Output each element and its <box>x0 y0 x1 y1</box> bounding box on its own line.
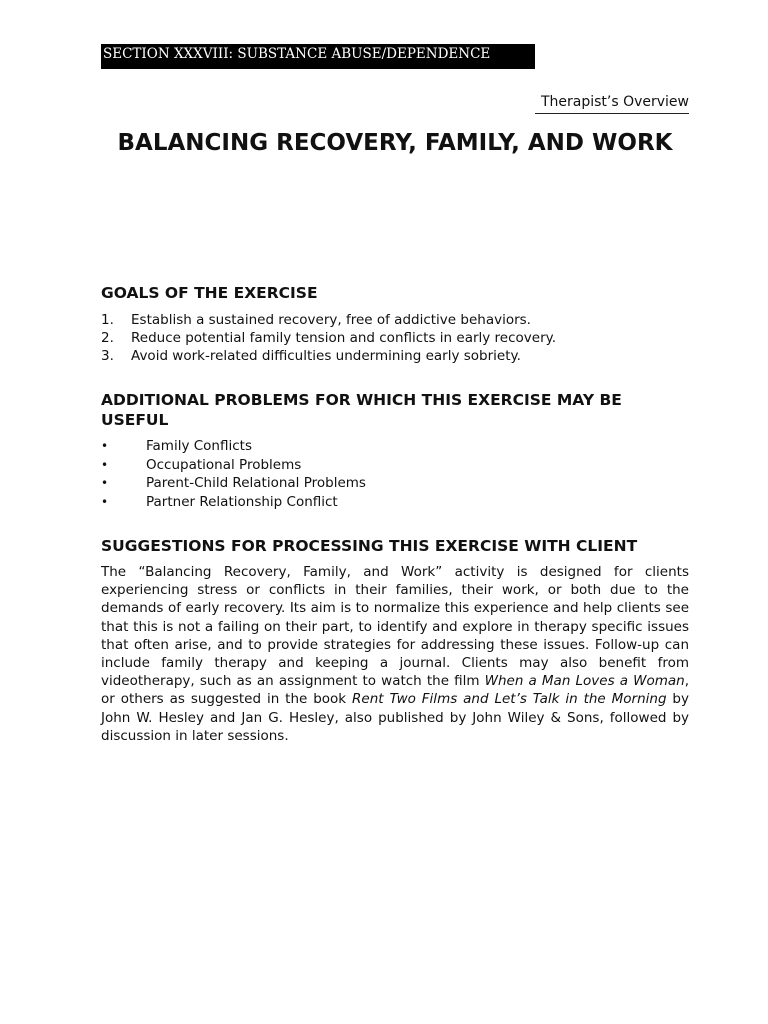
item-text: Family Conflicts <box>146 438 252 454</box>
book-title: Rent Two Films and Let’s Talk in the Morning <box>352 691 667 708</box>
paragraph-text: by John W. Hesley and Jan G. Hesley, also published by John Wiley & Sons, followed by discussion in later sessions. <box>101 691 689 744</box>
list-item <box>101 493 689 512</box>
bullet-icon: • <box>101 457 109 472</box>
bullet-icon: • <box>101 494 109 509</box>
list-item <box>101 329 689 347</box>
list-item <box>101 456 689 475</box>
paragraph-text: The “Balancing Recovery, Family, and Work” activity is designed for clients experiencing stress or conflicts in their families, their work, or both due to the demands of early recovery. Its aim is to normalize this experience and help clients see that this is not a failing on their part, to identify and explore in therapy specific issues that often arise, and to provide strategies for addressing these issues. Follow-up can include family therapy and keeping a journal. Clients may also benefit from videotherapy, such as an assignment to watch the film <box>101 564 689 690</box>
section-header-bar: SECTION XXXVIII: SUBSTANCE ABUSE/DEPENDENCE <box>101 44 535 69</box>
list-item <box>101 311 689 329</box>
item-text: Avoid work-related difficulties undermining early sobriety. <box>131 348 521 364</box>
list-item <box>101 474 689 493</box>
list-item <box>101 347 689 365</box>
page-title: BALANCING RECOVERY, FAMILY, AND WORK <box>117 130 673 156</box>
therapist-overview-label: Therapist’s Overview <box>535 94 689 114</box>
bullet-icon: • <box>101 439 109 453</box>
suggestions-paragraph <box>101 563 689 745</box>
item-number: 2. <box>101 330 114 346</box>
item-text: Occupational Problems <box>146 456 302 473</box>
additional-problems-heading: ADDITIONAL PROBLEMS FOR WHICH THIS EXERCISE MAY BE USEFUL <box>101 391 622 429</box>
item-text: Parent-Child Relational Problems <box>146 475 366 491</box>
bullet-icon: • <box>101 476 109 490</box>
item-text: Partner Relationship Conflict <box>146 493 338 510</box>
item-text: Reduce potential family tension and conflicts in early recovery. <box>131 330 556 346</box>
goals-heading: GOALS OF THE EXERCISE <box>101 284 318 302</box>
goals-list <box>101 311 689 365</box>
list-item <box>101 437 689 456</box>
additional-problems-list <box>101 437 689 511</box>
film-title: When a Man Loves a Woman <box>484 673 685 690</box>
item-text: Establish a sustained recovery, free of addictive behaviors. <box>131 312 531 328</box>
item-number: 3. <box>101 348 114 364</box>
suggestions-heading: SUGGESTIONS FOR PROCESSING THIS EXERCISE WITH CLIENT <box>101 537 638 555</box>
item-number: 1. <box>101 312 114 328</box>
paragraph-text: , or others as suggested in the book <box>101 673 689 708</box>
